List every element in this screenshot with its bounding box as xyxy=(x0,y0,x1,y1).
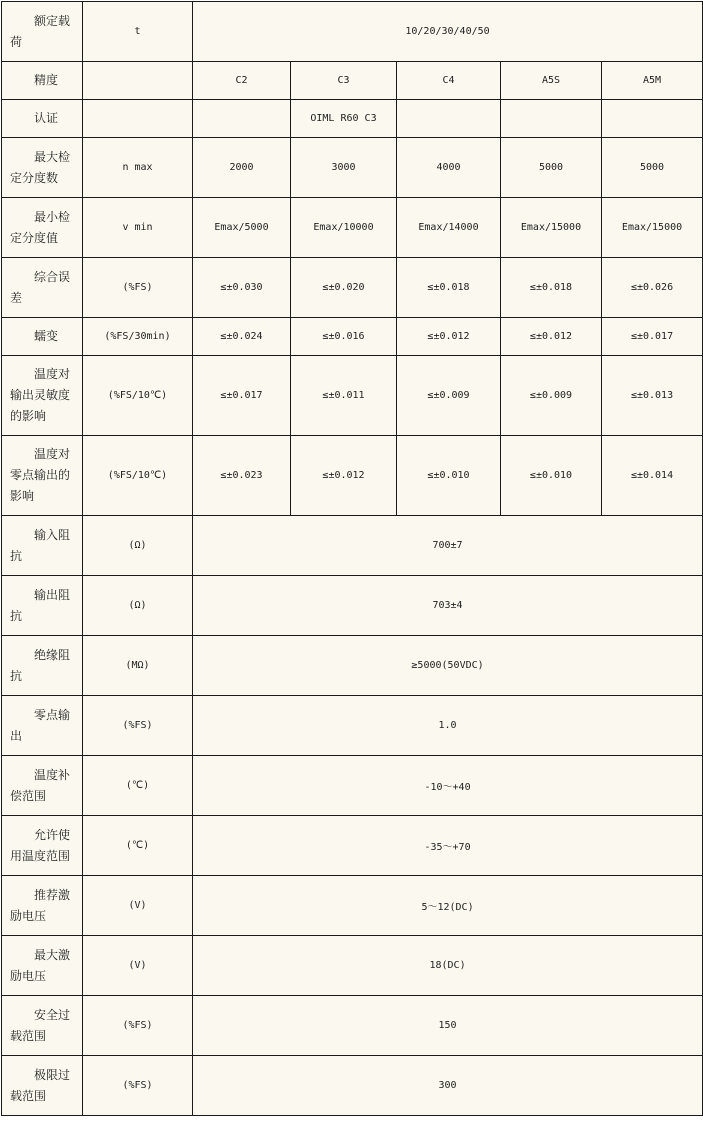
unit-cell: v min xyxy=(83,198,193,258)
parameter-label: 综合误差 xyxy=(10,269,71,305)
unit-cell: (%FS) xyxy=(83,696,193,756)
unit-cell: (%FS) xyxy=(83,258,193,318)
table-row xyxy=(2,636,703,696)
value-cell: 5000 xyxy=(602,138,703,198)
table-row xyxy=(2,876,703,936)
parameter-label-cell xyxy=(2,516,83,576)
parameter-label-cell xyxy=(2,696,83,756)
parameter-label-cell xyxy=(2,576,83,636)
value-cell: Emax/5000 xyxy=(193,198,291,258)
table-row xyxy=(2,318,703,356)
unit-cell xyxy=(83,100,193,138)
table-row xyxy=(2,436,703,516)
value-cell: Emax/14000 xyxy=(397,198,501,258)
value-cell: C4 xyxy=(397,62,501,100)
value-cell: A5S xyxy=(501,62,602,100)
parameter-label-cell xyxy=(2,62,83,100)
unit-cell: n max xyxy=(83,138,193,198)
value-cell: ≤±0.024 xyxy=(193,318,291,356)
value-cell: ≤±0.012 xyxy=(397,318,501,356)
value-cell: Emax/15000 xyxy=(602,198,703,258)
table-row xyxy=(2,516,703,576)
parameter-label-cell xyxy=(2,258,83,318)
value-cell: ≤±0.009 xyxy=(501,356,602,436)
unit-cell: t xyxy=(83,2,193,62)
value-cell: ≤±0.023 xyxy=(193,436,291,516)
parameter-label-cell xyxy=(2,436,83,516)
table-row xyxy=(2,100,703,138)
parameter-label: 绝缘阻抗 xyxy=(10,647,71,683)
parameter-label: 认证 xyxy=(34,111,59,125)
value-cell: ≤±0.017 xyxy=(602,318,703,356)
spanning-value-cell: -35～+70 xyxy=(193,816,703,876)
value-cell: ≤±0.010 xyxy=(397,436,501,516)
value-cell xyxy=(501,100,602,138)
unit-cell: (Ω) xyxy=(83,516,193,576)
table-row xyxy=(2,198,703,258)
table-row xyxy=(2,1056,703,1116)
parameter-label-cell xyxy=(2,936,83,996)
spanning-value-cell: 300 xyxy=(193,1056,703,1116)
unit-cell: (℃) xyxy=(83,816,193,876)
value-cell xyxy=(602,100,703,138)
unit-cell: (Ω) xyxy=(83,576,193,636)
parameter-label: 零点输出 xyxy=(10,707,71,743)
parameter-label-cell xyxy=(2,636,83,696)
parameter-label: 允许使用温度范围 xyxy=(10,827,71,863)
spanning-value-cell: -10～+40 xyxy=(193,756,703,816)
parameter-label-cell xyxy=(2,100,83,138)
table-row xyxy=(2,2,703,62)
value-cell: 3000 xyxy=(291,138,397,198)
value-cell: 5000 xyxy=(501,138,602,198)
parameter-label: 输出阻抗 xyxy=(10,587,71,623)
table-row xyxy=(2,576,703,636)
parameter-label: 精度 xyxy=(34,73,59,87)
parameter-label: 温度对输出灵敏度的影响 xyxy=(10,367,71,423)
table-row xyxy=(2,996,703,1056)
spanning-value-cell: 18(DC) xyxy=(193,936,703,996)
value-cell: ≤±0.013 xyxy=(602,356,703,436)
value-cell: ≤±0.014 xyxy=(602,436,703,516)
unit-cell: (MΩ) xyxy=(83,636,193,696)
table-row xyxy=(2,62,703,100)
table-row xyxy=(2,696,703,756)
spanning-value-cell: 1.0 xyxy=(193,696,703,756)
value-cell: Emax/10000 xyxy=(291,198,397,258)
parameter-label-cell xyxy=(2,138,83,198)
parameter-label: 安全过载范围 xyxy=(10,1007,71,1043)
unit-cell: (%FS) xyxy=(83,1056,193,1116)
value-cell: 4000 xyxy=(397,138,501,198)
value-cell: ≤±0.012 xyxy=(501,318,602,356)
value-cell: ≤±0.018 xyxy=(501,258,602,318)
value-cell: ≤±0.016 xyxy=(291,318,397,356)
value-cell: ≤±0.011 xyxy=(291,356,397,436)
table-row xyxy=(2,258,703,318)
unit-cell xyxy=(83,62,193,100)
value-cell: ≤±0.030 xyxy=(193,258,291,318)
parameter-label: 极限过载范围 xyxy=(10,1067,71,1103)
value-cell: ≤±0.017 xyxy=(193,356,291,436)
parameter-label: 推荐激励电压 xyxy=(10,887,71,923)
spanning-value-cell: 700±7 xyxy=(193,516,703,576)
parameter-label-cell xyxy=(2,356,83,436)
value-cell: OIML R60 C3 xyxy=(291,100,397,138)
unit-cell: (%FS/10℃) xyxy=(83,356,193,436)
spanning-value-cell: 5～12(DC) xyxy=(193,876,703,936)
parameter-label: 输入阻抗 xyxy=(10,527,71,563)
spanning-value-cell: 10/20/30/40/50 xyxy=(193,2,703,62)
parameter-label-cell xyxy=(2,756,83,816)
spanning-value-cell: 703±4 xyxy=(193,576,703,636)
value-cell: ≤±0.020 xyxy=(291,258,397,318)
unit-cell: (%FS) xyxy=(83,996,193,1056)
value-cell: ≤±0.018 xyxy=(397,258,501,318)
parameter-label: 额定载荷 xyxy=(10,13,71,49)
unit-cell: (%FS/10℃) xyxy=(83,436,193,516)
value-cell: C3 xyxy=(291,62,397,100)
parameter-label: 蠕变 xyxy=(34,329,59,343)
parameter-label-cell xyxy=(2,2,83,62)
unit-cell: (V) xyxy=(83,876,193,936)
parameter-label: 最小检定分度值 xyxy=(10,209,71,245)
table-row xyxy=(2,356,703,436)
value-cell: ≤±0.009 xyxy=(397,356,501,436)
parameter-label-cell xyxy=(2,198,83,258)
unit-cell: (%FS/30min) xyxy=(83,318,193,356)
value-cell: A5M xyxy=(602,62,703,100)
value-cell: ≤±0.010 xyxy=(501,436,602,516)
value-cell: ≤±0.026 xyxy=(602,258,703,318)
table-row xyxy=(2,756,703,816)
table-row xyxy=(2,138,703,198)
table-row xyxy=(2,816,703,876)
parameter-label: 最大激励电压 xyxy=(10,947,71,983)
value-cell: Emax/15000 xyxy=(501,198,602,258)
spanning-value-cell: ≥5000(50VDC) xyxy=(193,636,703,696)
spec-table xyxy=(1,1,703,1116)
value-cell xyxy=(397,100,501,138)
parameter-label: 最大检定分度数 xyxy=(10,149,71,185)
spanning-value-cell: 150 xyxy=(193,996,703,1056)
unit-cell: (V) xyxy=(83,936,193,996)
table-row xyxy=(2,936,703,996)
parameter-label-cell xyxy=(2,318,83,356)
spec-table-body xyxy=(2,2,703,1116)
value-cell: ≤±0.012 xyxy=(291,436,397,516)
value-cell: C2 xyxy=(193,62,291,100)
parameter-label-cell xyxy=(2,876,83,936)
parameter-label-cell xyxy=(2,1056,83,1116)
unit-cell: (℃) xyxy=(83,756,193,816)
parameter-label: 温度补偿范围 xyxy=(10,767,71,803)
parameter-label: 温度对零点输出的影响 xyxy=(10,447,71,503)
parameter-label-cell xyxy=(2,816,83,876)
value-cell xyxy=(193,100,291,138)
parameter-label-cell xyxy=(2,996,83,1056)
value-cell: 2000 xyxy=(193,138,291,198)
